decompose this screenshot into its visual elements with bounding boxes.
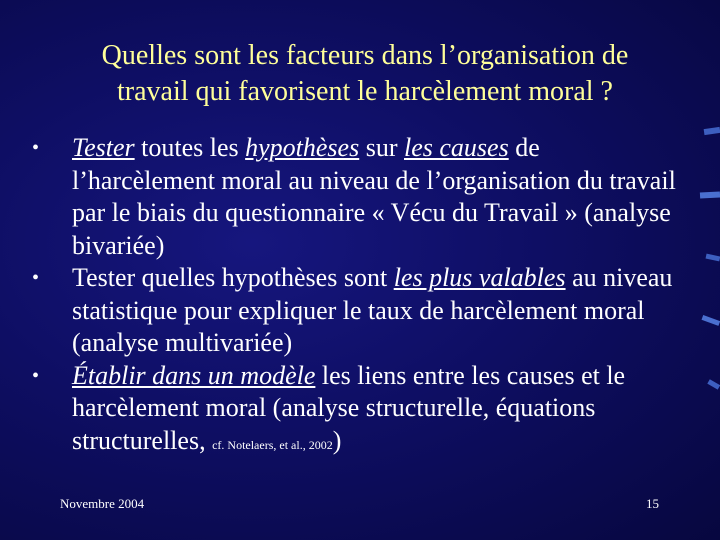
bullet-item-2 <box>30 262 680 360</box>
footer-date: Novembre 2004 <box>60 496 145 511</box>
page-number: 15 <box>646 496 659 511</box>
title-line-1: Quelles sont les facteurs dans l’organisation de <box>101 40 629 71</box>
title-line-2: travail qui favorisent le harcèlement moral ? <box>116 76 613 107</box>
emphasis-les-causes: les causes <box>404 133 509 162</box>
bullet-text: les liens entre les causes et le harcèlement moral (analyse structurelle, équations structurelles, <box>72 360 626 455</box>
bullet-marker: • <box>32 137 40 159</box>
bullet-text: sur <box>359 133 404 162</box>
bullet-item-1 <box>30 132 680 262</box>
bullet-text: toutes les <box>134 133 246 162</box>
emphasis-plus-valables: les plus valables <box>393 263 566 292</box>
bullet-text: Tester quelles hypothèses sont <box>72 263 394 292</box>
citation: cf. Notelaers, et al., 2002 <box>212 437 333 452</box>
emphasis-tester: Tester <box>72 133 135 162</box>
slide-title <box>40 38 690 110</box>
bullet-marker: • <box>32 364 40 387</box>
emphasis-etablir-modele: Établir dans un modèle <box>72 360 316 390</box>
bullet-text: au niveau statistique pour expliquer le taux de harcèlement moral (analyse multivariée) <box>72 263 673 357</box>
bullet-item-3 <box>30 360 680 462</box>
bullet-text: ) <box>332 425 342 455</box>
bullet-text: de l’harcèlement moral au niveau de l’organisation du travail par le biais du questionnaire « Vécu du Travail » (analyse bivariée) <box>72 133 676 260</box>
bullet-marker: • <box>32 267 40 289</box>
bullet-list <box>30 132 680 461</box>
emphasis-hypotheses: hypothèses <box>245 133 360 162</box>
